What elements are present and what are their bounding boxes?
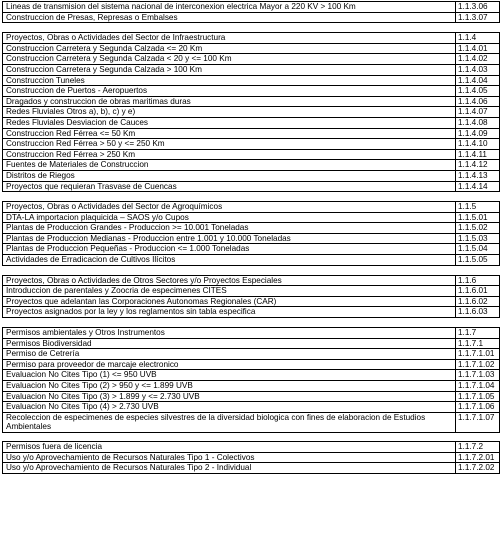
row-description: Evaluacion No Cites Tipo (1) <= 950 UVB <box>3 370 456 381</box>
row-description: Evaluacion No Cites Tipo (4) > 2.730 UVB <box>3 402 456 413</box>
row-code: 1.1.5.04 <box>456 244 500 255</box>
section-heading: Proyectos, Obras o Actividades de Otros Sectores y/o Proyectos Especiales <box>3 275 456 286</box>
table-row <box>3 181 500 192</box>
row-description: Redes Fluviales Desviacion de Cauces <box>3 117 456 128</box>
row-code: 1.1.3.07 <box>456 12 500 23</box>
row-code: 1.1.6.03 <box>456 307 500 318</box>
row-description: Construccion Tuneles <box>3 75 456 86</box>
table-row <box>3 2 500 13</box>
row-description: Dragados y construccion de obras maritimas duras <box>3 96 456 107</box>
row-description: Introduccion de parentales y Zoocria de especimenes CITES <box>3 286 456 297</box>
row-code: 1.1.4.02 <box>456 54 500 65</box>
table-row <box>3 64 500 75</box>
row-description: Proyectos que adelantan las Corporaciones Autonomas Regionales (CAR) <box>3 296 456 307</box>
table-row <box>3 381 500 392</box>
row-description: Proyectos asignados por la ley y los reglamentos sin tabla especifica <box>3 307 456 318</box>
row-code: 1.1.4.04 <box>456 75 500 86</box>
table-row <box>3 463 500 474</box>
section-table <box>2 327 500 433</box>
row-description: Redes Fluviales Otros a), b), c) y e) <box>3 107 456 118</box>
table-row <box>3 233 500 244</box>
table-row <box>3 412 500 432</box>
row-code: 1.1.7.1.05 <box>456 391 500 402</box>
row-description: Lineas de transmision del sistema nacional de interconexion electrica Mayor a 220 KV > 100 Km <box>3 2 456 13</box>
table-row <box>3 139 500 150</box>
row-code: 1.1.4.09 <box>456 128 500 139</box>
table-row <box>3 328 500 339</box>
table-row <box>3 452 500 463</box>
table-row <box>3 223 500 234</box>
row-code: 1.1.4.07 <box>456 107 500 118</box>
row-description: Permiso de Cetrería <box>3 349 456 360</box>
section-spacer <box>2 433 500 441</box>
row-description: Distritos de Riegos <box>3 170 456 181</box>
table-row <box>3 12 500 23</box>
table-row <box>3 33 500 44</box>
row-description: Permisos Biodiversidad <box>3 338 456 349</box>
row-code: 1.1.4.14 <box>456 181 500 192</box>
row-code: 1.1.7.1.04 <box>456 381 500 392</box>
row-code: 1.1.7.2.02 <box>456 463 500 474</box>
row-code: 1.1.4.12 <box>456 160 500 171</box>
row-description: Plantas de Produccion Grandes - Produccion >= 10.001 Toneladas <box>3 223 456 234</box>
row-description: Construccion de Presas, Represas o Embalses <box>3 12 456 23</box>
row-description: Uso y/o Aprovechamiento de Recursos Naturales Tipo 2 - Individual <box>3 463 456 474</box>
row-code: 1.1.7.1.03 <box>456 370 500 381</box>
table-row <box>3 255 500 266</box>
section-heading: Permisos fuera de licencia <box>3 441 456 452</box>
row-code: 1.1.7 <box>456 328 500 339</box>
section-spacer <box>2 23 500 32</box>
row-description: DTA-LA importacion plaquicida – SAOS y/o Cupos <box>3 212 456 223</box>
row-code: 1.1.5 <box>456 202 500 213</box>
row-code: 1.1.4.13 <box>456 170 500 181</box>
document-page <box>2 1 500 474</box>
table-row <box>3 75 500 86</box>
row-description: Plantas de Produccion Medianas - Produccion entre 1.001 y 10.000 Toneladas <box>3 233 456 244</box>
row-description: Actividades de Erradicacion de Cultivos Ilícitos <box>3 255 456 266</box>
row-code: 1.1.4 <box>456 33 500 44</box>
table-row <box>3 96 500 107</box>
table-row <box>3 86 500 97</box>
table-row <box>3 338 500 349</box>
table-row <box>3 117 500 128</box>
row-code: 1.1.4.01 <box>456 43 500 54</box>
table-row <box>3 296 500 307</box>
table-row <box>3 160 500 171</box>
table-row <box>3 286 500 297</box>
row-code: 1.1.7.1.07 <box>456 412 500 432</box>
row-description: Permiso para proveedor de marcaje electronico <box>3 359 456 370</box>
row-code: 1.1.7.1.01 <box>456 349 500 360</box>
row-code: 1.1.7.2 <box>456 441 500 452</box>
table-row <box>3 107 500 118</box>
row-description: Construccion Carretera y Segunda Calzada > 100 Km <box>3 64 456 75</box>
row-code: 1.1.5.01 <box>456 212 500 223</box>
row-code: 1.1.4.05 <box>456 86 500 97</box>
section-table <box>2 275 500 318</box>
table-row <box>3 391 500 402</box>
section-table <box>2 201 500 266</box>
table-row <box>3 307 500 318</box>
row-code: 1.1.4.10 <box>456 139 500 150</box>
row-description: Construccion de Puertos - Aeropuertos <box>3 86 456 97</box>
row-code: 1.1.4.11 <box>456 149 500 160</box>
row-code: 1.1.4.06 <box>456 96 500 107</box>
section-spacer <box>2 318 500 327</box>
table-row <box>3 349 500 360</box>
table-row <box>3 149 500 160</box>
table-row <box>3 212 500 223</box>
section-heading: Proyectos, Obras o Actividades del Sector de Infraestructura <box>3 33 456 44</box>
row-code: 1.1.4.08 <box>456 117 500 128</box>
row-description: Uso y/o Aprovechamiento de Recursos Naturales Tipo 1 - Colectivos <box>3 452 456 463</box>
row-code: 1.1.7.1.02 <box>456 359 500 370</box>
section-table <box>2 441 500 474</box>
row-code: 1.1.3.06 <box>456 2 500 13</box>
table-row <box>3 359 500 370</box>
row-description: Construccion Carretera y Segunda Calzada < 20 y <= 100 Km <box>3 54 456 65</box>
row-code: 1.1.4.03 <box>456 64 500 75</box>
table-row <box>3 244 500 255</box>
section-heading: Permisos ambientales y Otros Instrumentos <box>3 328 456 339</box>
table-row <box>3 43 500 54</box>
row-description: Construccion Red Férrea > 250 Km <box>3 149 456 160</box>
table-row <box>3 370 500 381</box>
section-table <box>2 1 500 23</box>
table-row <box>3 441 500 452</box>
table-row <box>3 128 500 139</box>
section-table <box>2 32 500 192</box>
row-description: Proyectos que requieran Trasvase de Cuencas <box>3 181 456 192</box>
row-code: 1.1.5.03 <box>456 233 500 244</box>
row-code: 1.1.7.2.01 <box>456 452 500 463</box>
row-code: 1.1.6 <box>456 275 500 286</box>
row-description: Evaluacion No Cites Tipo (2) > 950 y <= 1.899 UVB <box>3 381 456 392</box>
row-code: 1.1.5.05 <box>456 255 500 266</box>
section-spacer <box>2 192 500 201</box>
table-row <box>3 202 500 213</box>
row-description: Evaluacion No Cites Tipo (3) > 1.899 y <= 2.730 UVB <box>3 391 456 402</box>
row-code: 1.1.7.1.06 <box>456 402 500 413</box>
row-description: Construccion Red Férrea > 50 y <= 250 Km <box>3 139 456 150</box>
row-code: 1.1.5.02 <box>456 223 500 234</box>
table-row <box>3 54 500 65</box>
row-description: Construccion Red Férrea <= 50 Km <box>3 128 456 139</box>
row-code: 1.1.6.02 <box>456 296 500 307</box>
table-row <box>3 170 500 181</box>
row-description: Construccion Carretera y Segunda Calzada <= 20 Km <box>3 43 456 54</box>
table-row <box>3 402 500 413</box>
table-row <box>3 275 500 286</box>
row-code: 1.1.6.01 <box>456 286 500 297</box>
section-heading: Proyectos, Obras o Actividades del Sector de Agroquímicos <box>3 202 456 213</box>
row-description: Recoleccion de especimenes de especies silvestres de la diversidad biologica con fines de elaboracion de Estudios Ambientales <box>3 412 456 432</box>
section-spacer <box>2 266 500 275</box>
row-description: Plantas de Produccion Pequeñas - Produccion <= 1.000 Toneladas <box>3 244 456 255</box>
row-description: Fuentes de Materiales de Construccion <box>3 160 456 171</box>
row-code: 1.1.7.1 <box>456 338 500 349</box>
